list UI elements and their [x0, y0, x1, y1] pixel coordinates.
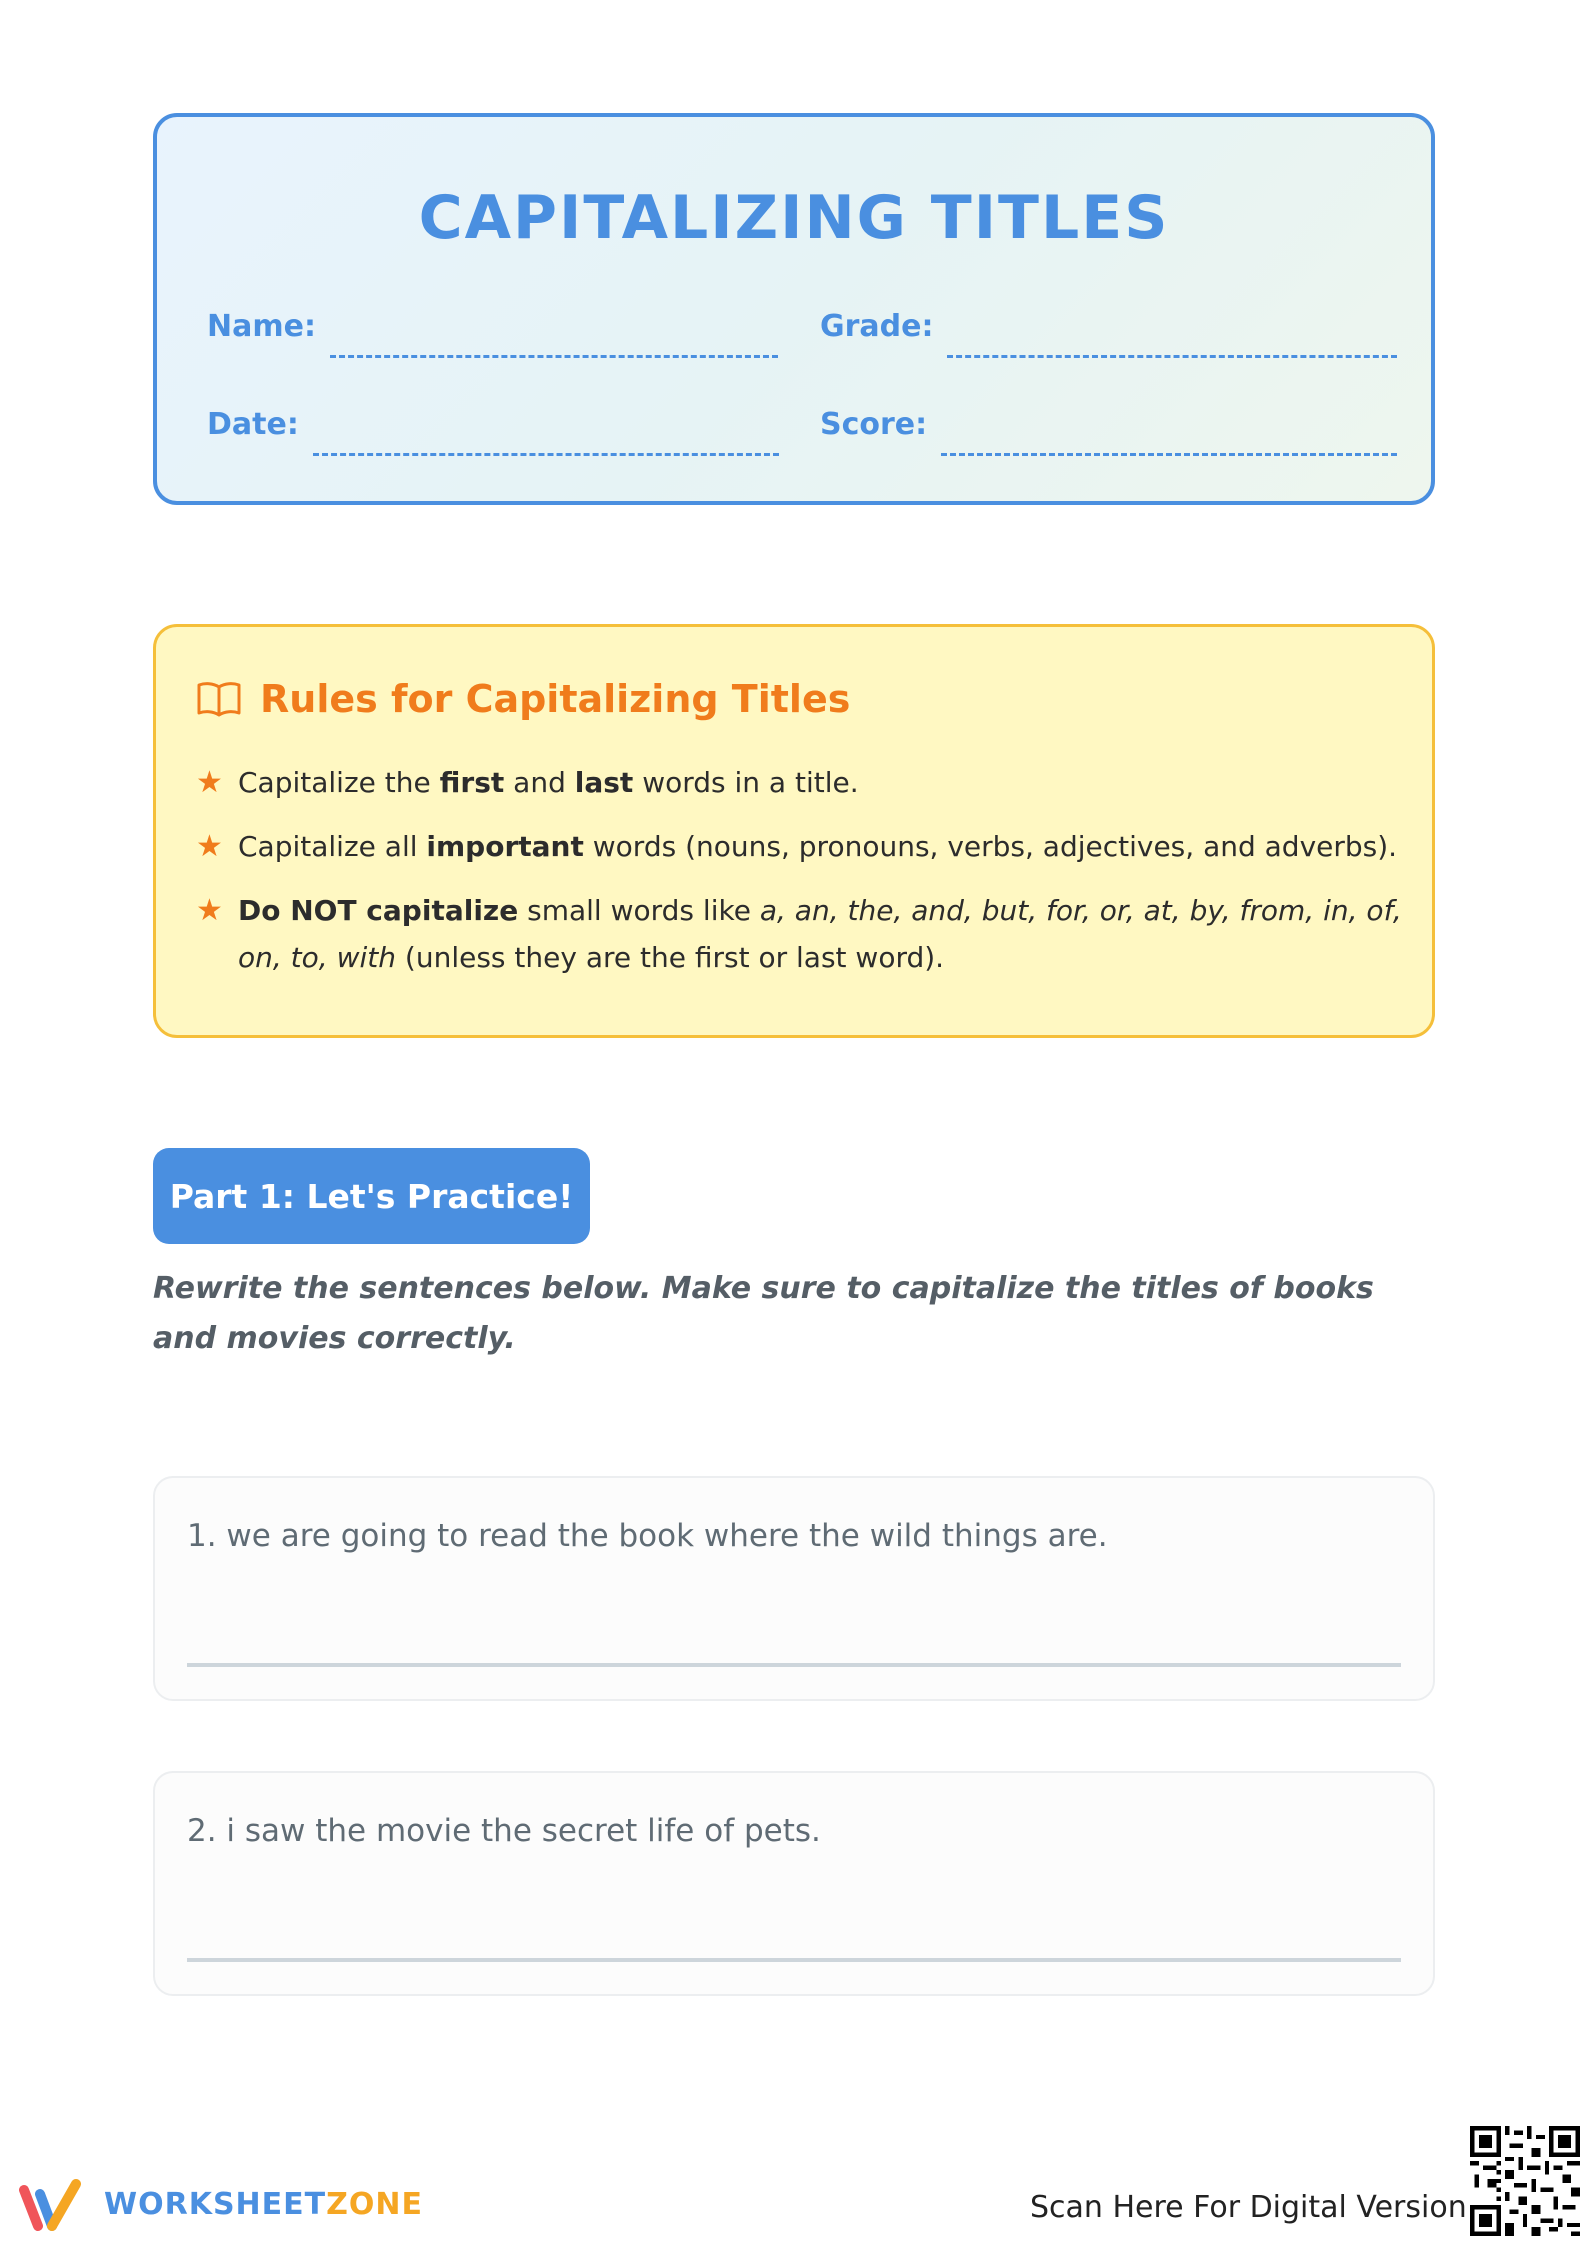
grade-field[interactable] [820, 309, 1397, 344]
date-label: Date: [207, 407, 299, 442]
rule-examples: a, an, the, and, but, for, or, at, by, from, in, of, on, to, with [238, 894, 1402, 974]
worksheetzone-logo-icon [18, 2176, 94, 2232]
rule-text: words in a title. [633, 766, 859, 799]
rule-text: Capitalize the [238, 766, 440, 799]
rule-emphasis: first [439, 766, 505, 799]
qr-code-icon[interactable] [1470, 2126, 1580, 2236]
question-text: 2. i saw the movie the secret life of pets. [187, 1813, 821, 1849]
star-icon: ★ [196, 829, 223, 864]
brand-logo[interactable] [18, 2176, 423, 2232]
score-line[interactable] [941, 453, 1397, 456]
scan-text: Scan Here For Digital Version [1030, 2190, 1467, 2225]
rule-text: (unless they are the first or last word). [396, 941, 945, 974]
answer-line[interactable] [187, 1663, 1401, 1667]
name-label: Name: [207, 309, 316, 344]
star-icon: ★ [196, 765, 223, 800]
grade-line[interactable] [947, 355, 1397, 358]
rule-item [196, 887, 1406, 981]
score-field[interactable] [820, 407, 1397, 442]
rules-card [153, 624, 1435, 1038]
rule-item [196, 823, 1406, 870]
question-card [153, 1771, 1435, 1996]
rule-text: small words like [518, 894, 760, 927]
grade-label: Grade: [820, 309, 934, 344]
name-field[interactable] [207, 309, 778, 344]
rule-emphasis: last [574, 766, 634, 799]
rules-title: Rules for Capitalizing Titles [260, 677, 851, 721]
star-icon: ★ [196, 893, 223, 928]
question-text: 1. we are going to read the book where the wild things are. [187, 1518, 1108, 1554]
date-field[interactable] [207, 407, 779, 442]
instructions: Rewrite the sentences below. Make sure to capitalize the titles of books and movies correctly. [153, 1271, 1374, 1356]
part-1-badge: Part 1: Let's Practice! [153, 1148, 590, 1244]
rule-text: Capitalize all [238, 830, 427, 863]
header-card [153, 113, 1435, 505]
rules-heading [196, 677, 850, 721]
score-label: Score: [820, 407, 928, 442]
brand-name-a: WORKSHEET [104, 2186, 327, 2222]
rule-emphasis: important [426, 830, 584, 863]
book-icon [196, 679, 242, 719]
page-title: CAPITALIZING TITLES [418, 183, 1170, 253]
brand-name-b: ZONE [326, 2186, 423, 2222]
rule-emphasis: Do NOT capitalize [238, 894, 519, 927]
name-line[interactable] [330, 355, 778, 358]
question-card [153, 1476, 1435, 1701]
answer-line[interactable] [187, 1958, 1401, 1962]
date-line[interactable] [313, 453, 779, 456]
rule-text: words (nouns, pronouns, verbs, adjectives, and adverbs). [583, 830, 1398, 863]
rule-item [196, 759, 1406, 806]
rule-text: and [504, 766, 575, 799]
